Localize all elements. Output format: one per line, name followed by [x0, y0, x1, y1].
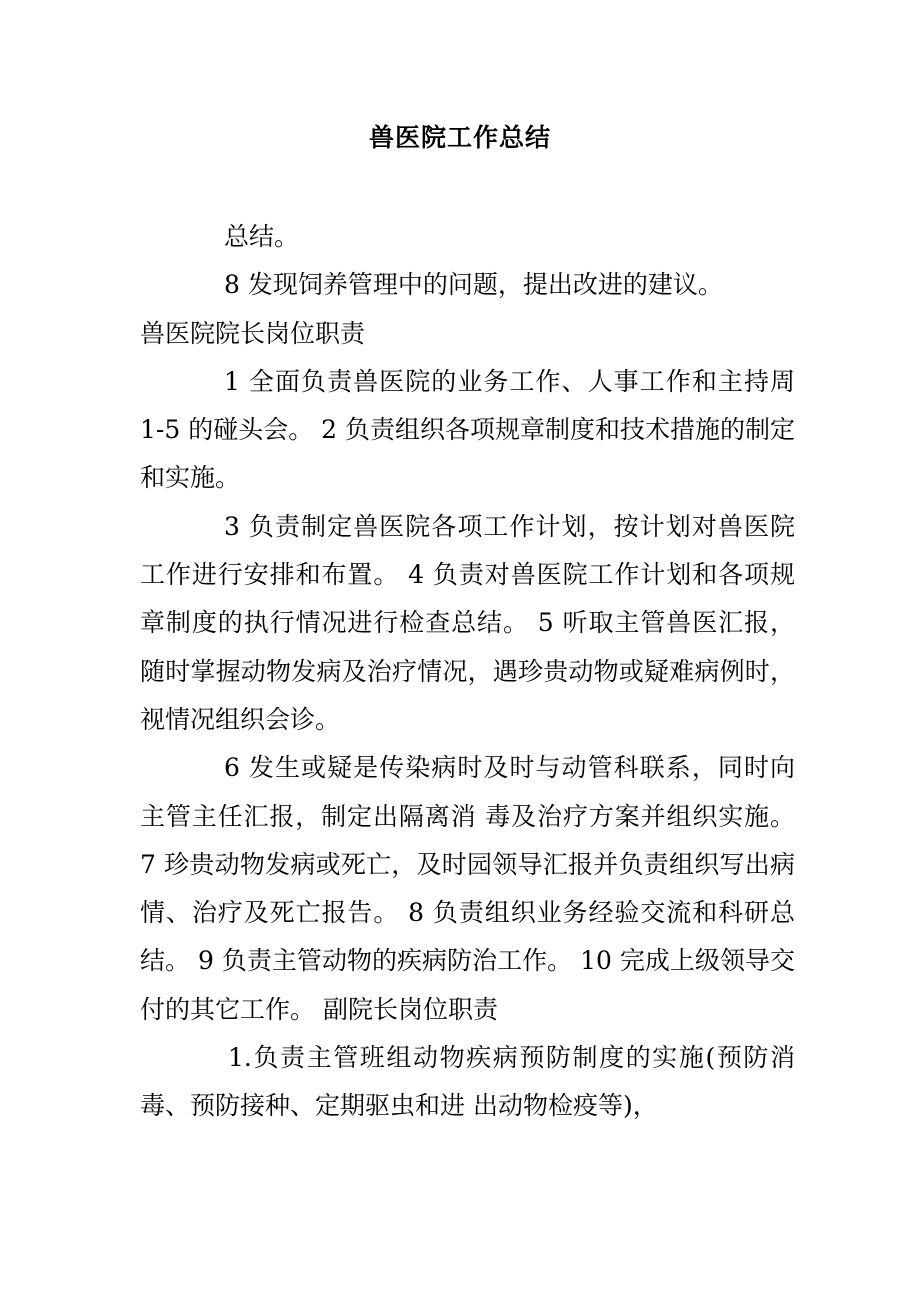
paragraph-duties-3-5: 3 负责制定兽医院各项工作计划，按计划对兽医院工作进行安排和布置。 4 负责对兽医院工作计划和各项规章制度的执行情况进行检查总结。 5 听取主管兽医汇报，随时掌握动物发病及治疗情况，遇珍贵动物或疑难病例时， 视情况组织会诊。 — [140, 511, 795, 734]
section-heading-director: 兽医院院长岗位职责 — [140, 318, 366, 348]
document-body — [140, 213, 795, 1131]
paragraph-deputy-duties-1: 1.负责主管班组动物疾病预防制度的实施(预防消毒、预防接种、定期驱虫和进 出动物检疫等)， — [140, 1043, 795, 1121]
paragraph-duties-1-2: 1 全面负责兽医院的业务工作、人事工作和主持周 1-5 的碰头会。 2 负责组织各项规章制度和技术措施的制定和实施。 — [140, 366, 796, 493]
paragraph-duties-6-10: 6 发生或疑是传染病时及时与动管科联系，同时向主管主任汇报，制定出隔离消 毒及治疗方案并组织实施。 7 珍贵动物发病或死亡，及时园领导汇报并负责组织写出病情、治疗及死亡报告。 8 负责组织业务经验交流和科研总结。 9 负责主管动物的疾病防治工作。 10 完成上级领导交付的其它工作。 副院长岗位职责 — [140, 753, 795, 1024]
document-title: 兽医院工作总结 — [368, 123, 551, 152]
paragraph-2: 8 发现饲养管理中的问题，提出改进的建议。 — [224, 270, 723, 300]
paragraph-1: 总结。 — [224, 222, 300, 251]
